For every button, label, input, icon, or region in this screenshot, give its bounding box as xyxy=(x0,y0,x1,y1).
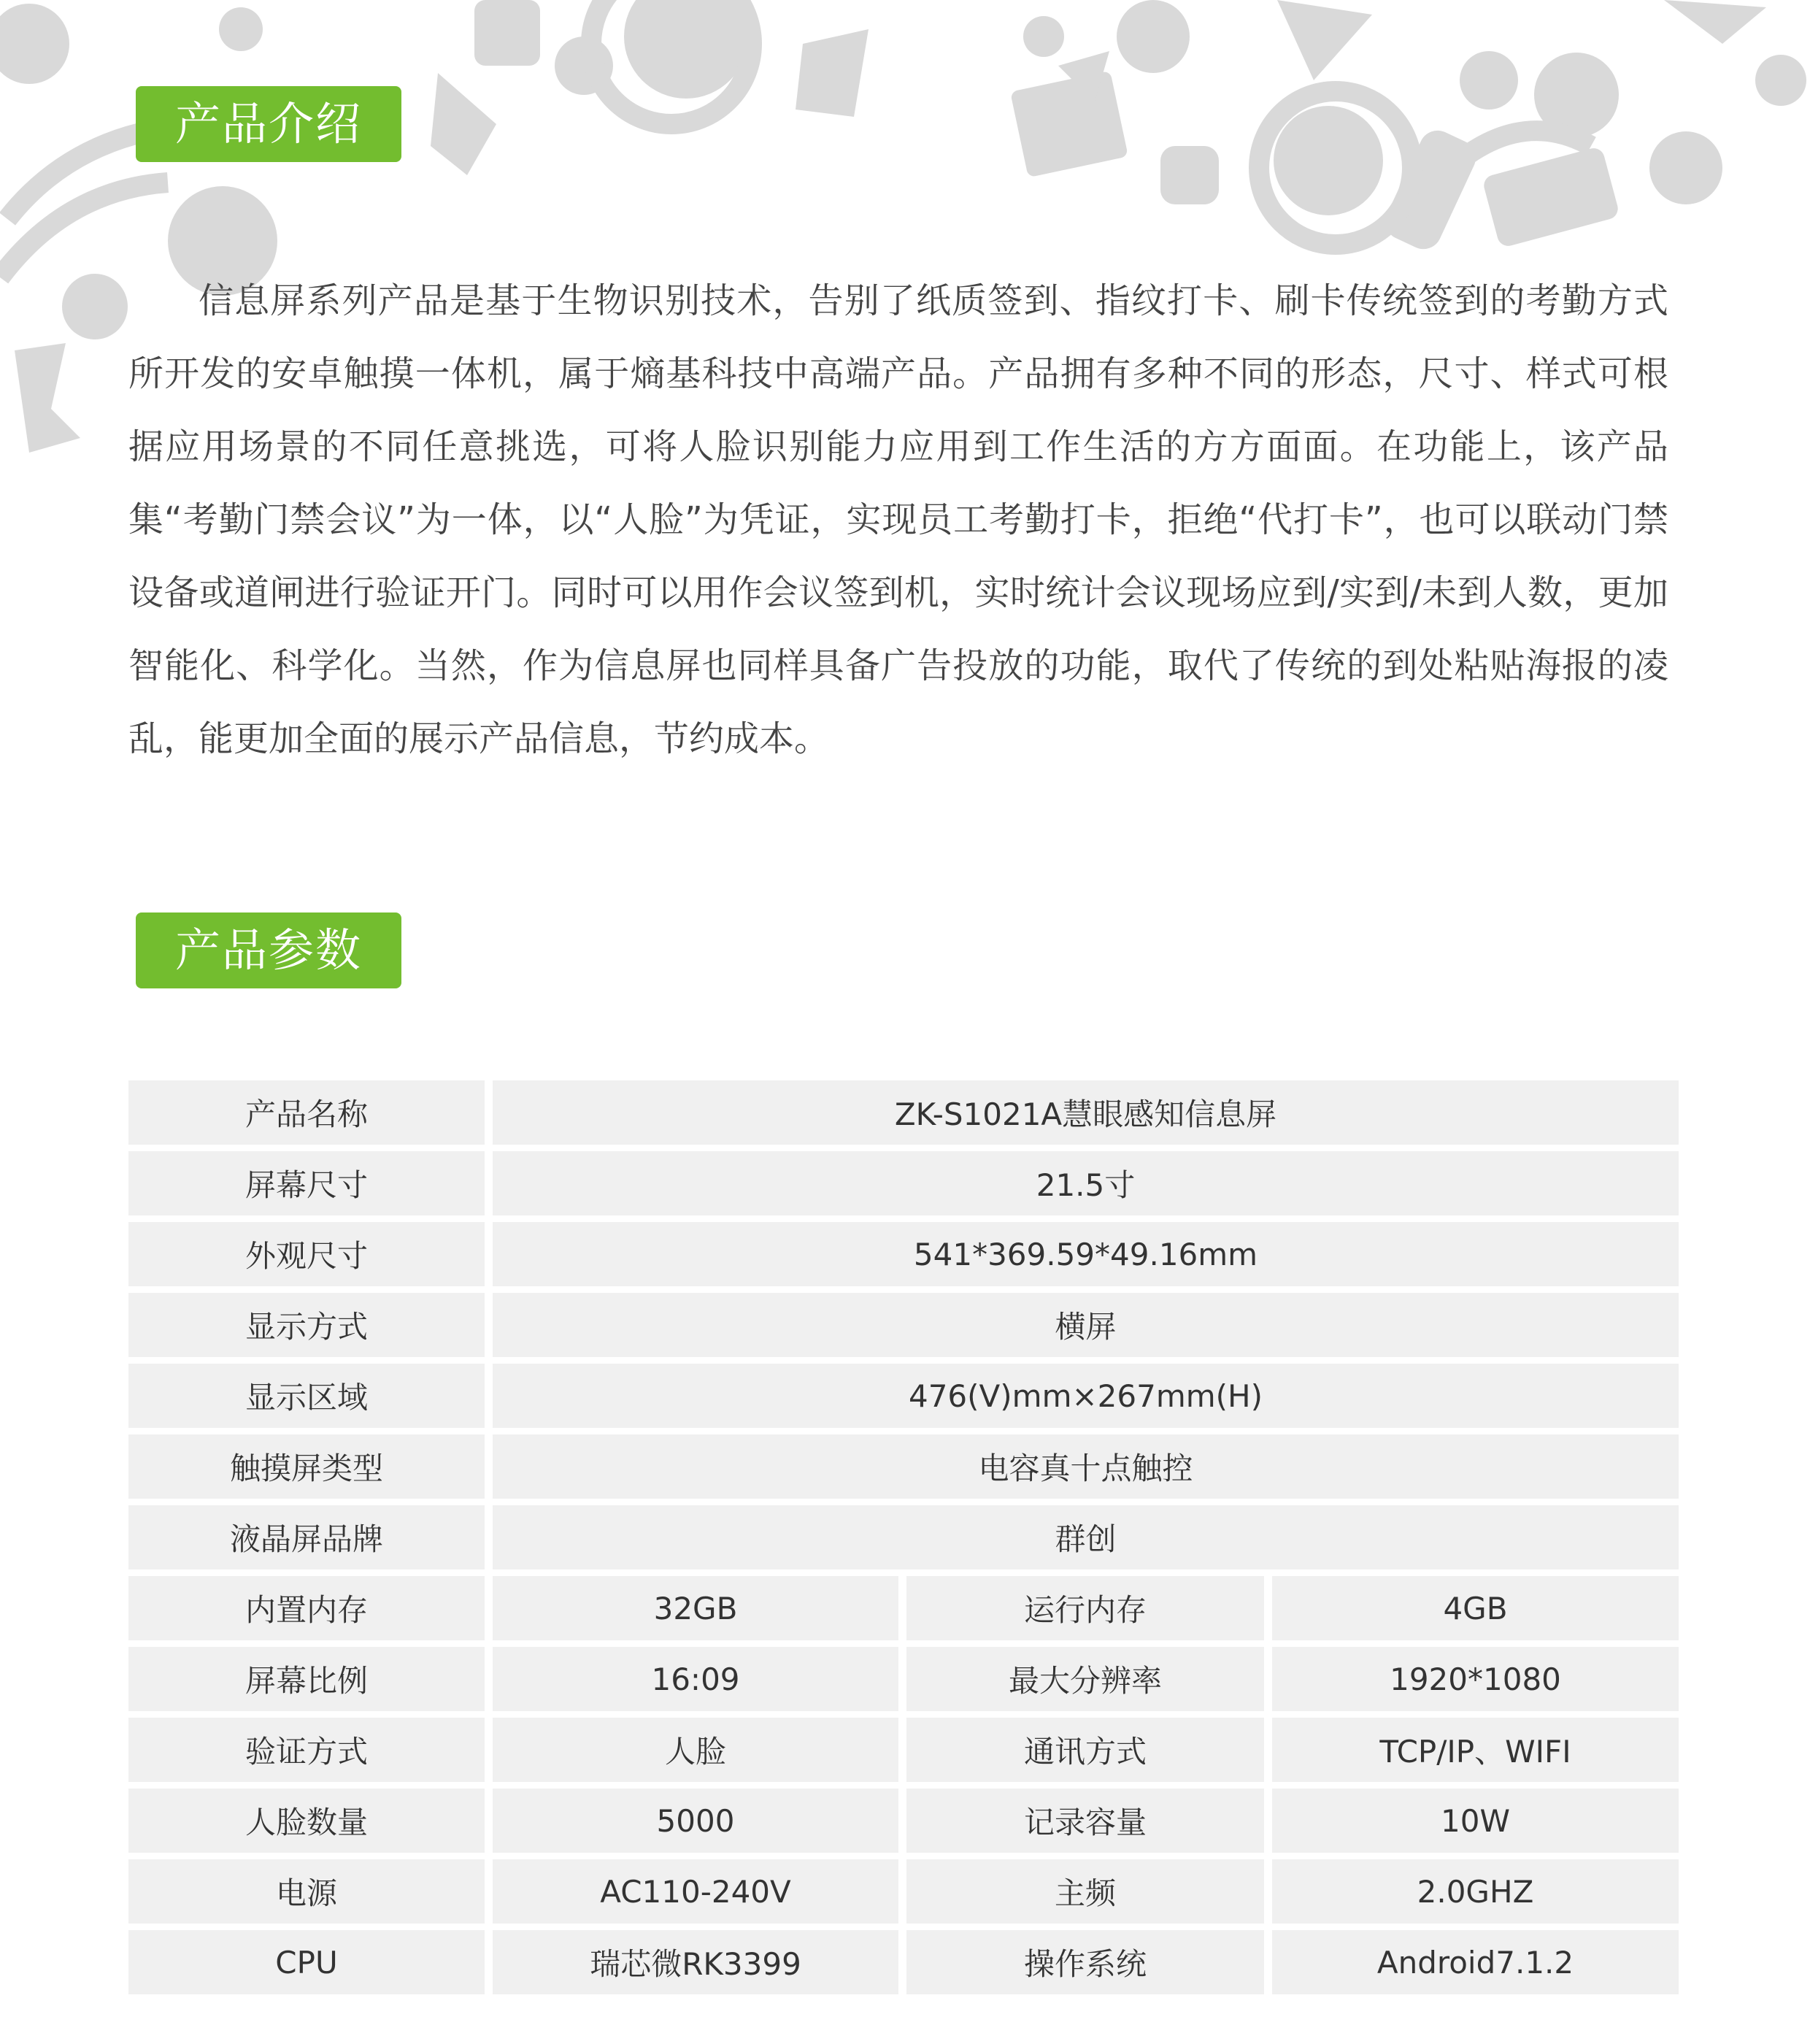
spec-label: 电源 xyxy=(128,1859,485,1924)
spec-value: 5000 xyxy=(493,1788,898,1853)
product-intro-text xyxy=(128,264,1668,775)
spec-label: 运行内存 xyxy=(906,1576,1264,1640)
spec-label: 记录容量 xyxy=(906,1788,1264,1853)
spec-table xyxy=(128,1080,1679,1994)
spec-value: 2.0GHZ xyxy=(1272,1859,1679,1924)
spec-value: 群创 xyxy=(493,1505,1679,1570)
spec-value: 人脸 xyxy=(493,1718,898,1782)
spec-label: CPU xyxy=(128,1930,485,1994)
spec-label: 显示方式 xyxy=(128,1293,485,1357)
section-title-product-params: 产品参数 xyxy=(136,912,401,988)
spec-label: 屏幕比例 xyxy=(128,1647,485,1711)
spec-value: TCP/IP、WIFI xyxy=(1272,1718,1679,1782)
spec-label: 液晶屏品牌 xyxy=(128,1505,485,1570)
spec-value: 1920*1080 xyxy=(1272,1647,1679,1711)
intro-paragraph: 信息屏系列产品是基于生物识别技术，告别了纸质签到、指纹打卡、刷卡传统签到的考勤方式所开发的安卓触摸一体机，属于熵基科技中高端产品。产品拥有多种不同的形态，尺寸、样式可根据应用场景的不同任意挑选，可将人脸识别能力应用到工作生活的方方面面。在功能上，该产品集“考勤门禁会议”为一体，以“人脸”为凭证，实现员工考勤打卡，拒绝“代打卡”，也可以联动门禁设备或道闸进行验证开门。同时可以用作会议签到机，实时统计会议现场应到/实到/未到人数，更加智能化、科学化。当然，作为信息屏也同样具备广告投放的功能，取代了传统的到处粘贴海报的凌乱，能更加全面的展示产品信息，节约成本。 xyxy=(128,280,1668,759)
spec-label: 产品名称 xyxy=(128,1080,485,1145)
spec-label: 内置内存 xyxy=(128,1576,485,1640)
spec-label: 外观尺寸 xyxy=(128,1222,485,1286)
spec-label: 操作系统 xyxy=(906,1930,1264,1994)
spec-label: 验证方式 xyxy=(128,1718,485,1782)
spec-value: 横屏 xyxy=(493,1293,1679,1357)
spec-value: 32GB xyxy=(493,1576,898,1640)
spec-value: ZK-S1021A慧眼感知信息屏 xyxy=(493,1080,1679,1145)
spec-label: 主频 xyxy=(906,1859,1264,1924)
spec-label: 人脸数量 xyxy=(128,1788,485,1853)
spec-value: 476(V)mm×267mm(H) xyxy=(493,1364,1679,1428)
spec-value: 瑞芯微RK3399 xyxy=(493,1930,898,1994)
spec-value: 10W xyxy=(1272,1788,1679,1853)
spec-value: Android7.1.2 xyxy=(1272,1930,1679,1994)
spec-value: AC110-240V xyxy=(493,1859,898,1924)
spec-label: 触摸屏类型 xyxy=(128,1434,485,1499)
section-title-product-intro: 产品介绍 xyxy=(136,86,401,162)
spec-label: 通讯方式 xyxy=(906,1718,1264,1782)
spec-label: 显示区域 xyxy=(128,1364,485,1428)
spec-value: 4GB xyxy=(1272,1576,1679,1640)
spec-value: 541*369.59*49.16mm xyxy=(493,1222,1679,1286)
spec-label: 屏幕尺寸 xyxy=(128,1151,485,1215)
spec-value: 电容真十点触控 xyxy=(493,1434,1679,1499)
spec-value: 21.5寸 xyxy=(493,1151,1679,1215)
spec-value: 16:09 xyxy=(493,1647,898,1711)
spec-label: 最大分辨率 xyxy=(906,1647,1264,1711)
